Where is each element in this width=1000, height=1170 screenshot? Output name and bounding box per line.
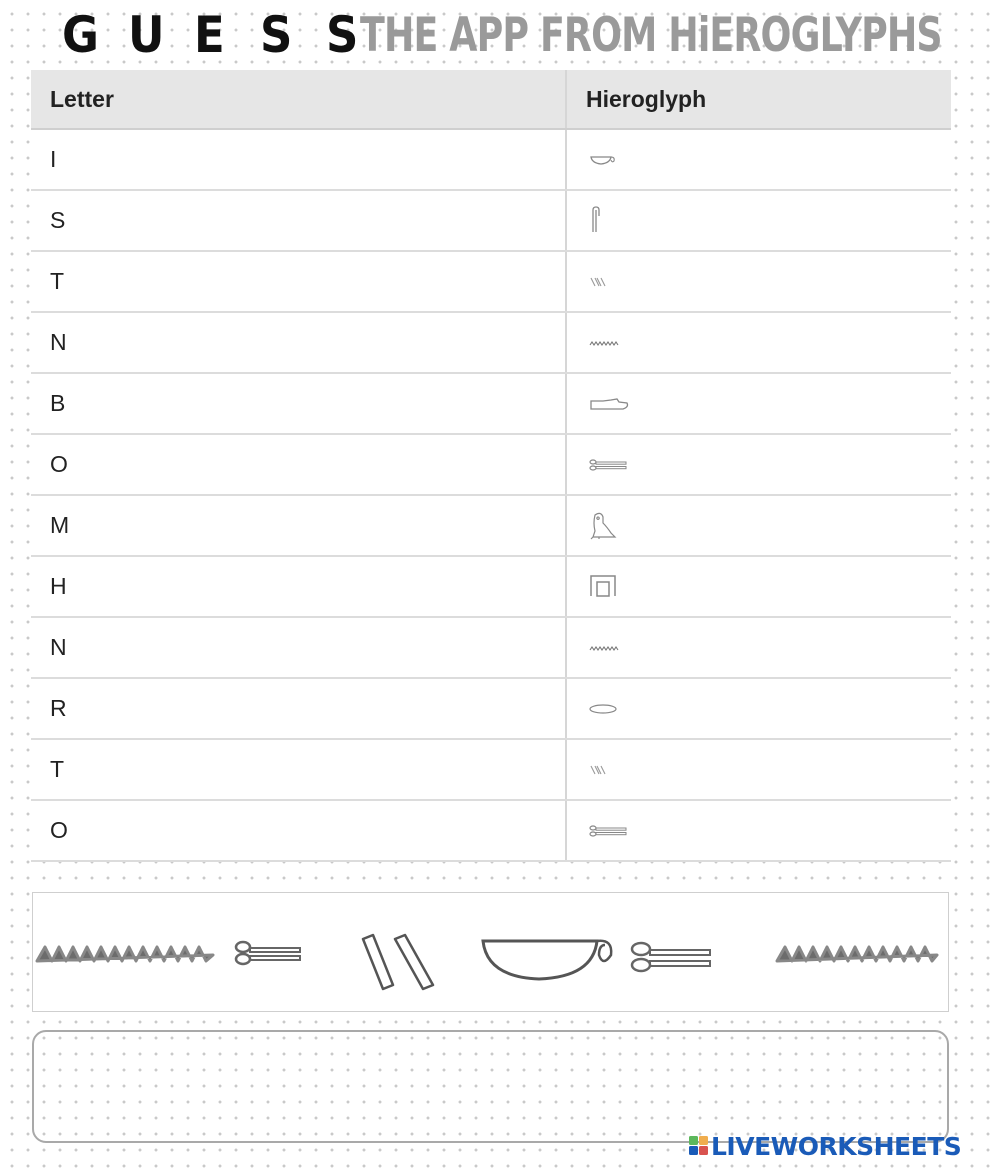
table-row <box>31 373 951 434</box>
letter-cell: B <box>31 373 566 434</box>
letter-cell: I <box>31 129 566 190</box>
table-row <box>31 251 951 312</box>
worksheet-subtitle: THE APP FROM HiEROGLYPHS <box>360 7 942 63</box>
guess-letter: G <box>62 6 99 64</box>
guess-letter: S <box>326 6 359 64</box>
table-row <box>31 556 951 617</box>
hieroglyph-cell <box>566 373 951 434</box>
hieroglyph-puzzle <box>32 892 949 1012</box>
hieroglyph-cell <box>566 190 951 251</box>
water-ripple-glyph-icon <box>777 947 937 961</box>
letter-cell: T <box>31 739 566 800</box>
table-row <box>31 800 951 861</box>
letter-cell: N <box>31 312 566 373</box>
basket-glyph-icon <box>589 154 617 166</box>
letter-cell: M <box>31 495 566 556</box>
bolt-glyph-icon <box>632 943 710 971</box>
basket-glyph-icon <box>483 941 611 979</box>
courtyard-glyph-icon <box>589 574 619 600</box>
letter-hieroglyph-table <box>31 70 951 862</box>
brand-footer <box>689 1130 961 1162</box>
table-row <box>31 434 951 495</box>
hieroglyph-cell <box>566 312 951 373</box>
hieroglyph-cell <box>566 434 951 495</box>
guess-heading <box>62 6 360 64</box>
table-row <box>31 190 951 251</box>
letter-cell: N <box>31 617 566 678</box>
letter-cell: R <box>31 678 566 739</box>
hieroglyph-cell <box>566 739 951 800</box>
letter-cell: T <box>31 251 566 312</box>
hieroglyph-cell <box>566 800 951 861</box>
letter-cell: O <box>31 434 566 495</box>
water-ripple-glyph-icon <box>589 640 621 656</box>
table-row <box>31 129 951 190</box>
letter-column-header: Letter <box>31 70 566 129</box>
hieroglyph-cell <box>566 129 951 190</box>
brand-name: LIVEWORKSHEETS <box>711 1131 962 1161</box>
hieroglyph-cell <box>566 251 951 312</box>
hieroglyph-cell <box>566 556 951 617</box>
table-row <box>31 617 951 678</box>
table-row <box>31 739 951 800</box>
liveworksheets-logo-icon <box>689 1136 709 1156</box>
table-row <box>31 312 951 373</box>
bolt-glyph-icon <box>589 823 629 839</box>
guess-letter: E <box>194 6 225 64</box>
water-ripple-glyph-icon <box>589 335 621 351</box>
water-ripple-glyph-icon <box>37 947 213 961</box>
double-strokes-glyph-icon <box>363 935 433 989</box>
bolt-glyph-icon <box>589 457 629 473</box>
double-strokes-glyph-icon <box>589 762 609 778</box>
hieroglyph-column-header: Hieroglyph <box>566 70 951 129</box>
hieroglyph-cell <box>566 495 951 556</box>
double-strokes-glyph-icon <box>589 274 609 290</box>
letter-cell: S <box>31 190 566 251</box>
answer-input-box[interactable] <box>32 1030 949 1143</box>
owl-glyph-icon <box>589 511 619 541</box>
guess-letter: S <box>260 6 293 64</box>
table-header-row <box>31 70 951 129</box>
table-row <box>31 495 951 556</box>
hieroglyph-cell <box>566 678 951 739</box>
hieroglyph-cell <box>566 617 951 678</box>
letter-cell: H <box>31 556 566 617</box>
bolt-glyph-icon <box>236 942 300 964</box>
foot-glyph-icon <box>589 395 631 413</box>
mouth-glyph-icon <box>589 701 619 717</box>
letter-cell: O <box>31 800 566 861</box>
worksheet-title <box>62 4 962 66</box>
guess-letter: U <box>128 6 165 64</box>
folded-cloth-glyph-icon <box>589 206 603 236</box>
table-row <box>31 678 951 739</box>
